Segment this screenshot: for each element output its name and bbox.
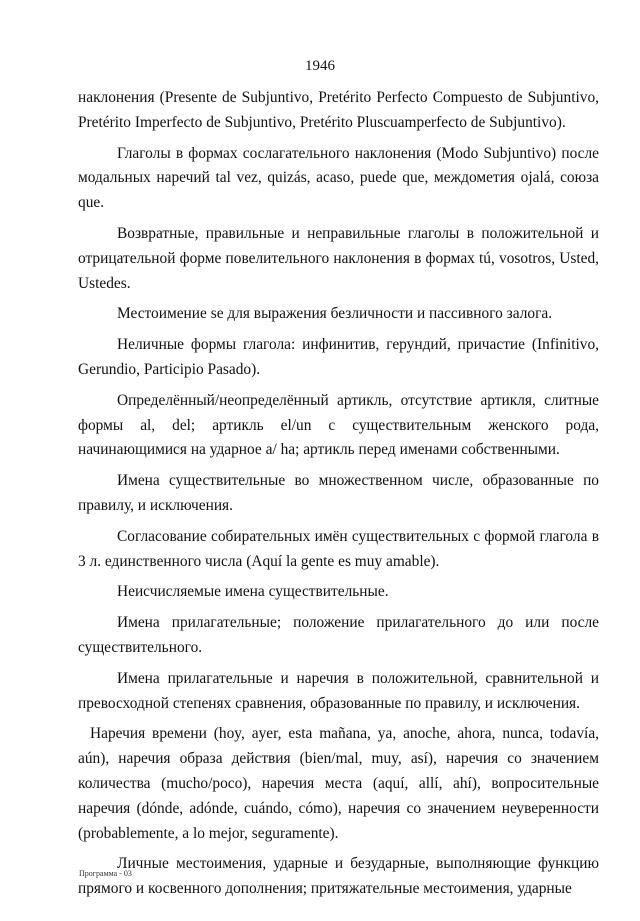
paragraph-plural-nouns: Имена существительные во множественном числе, образованные по правилу, и исключения. <box>78 472 599 514</box>
paragraph-collective-nouns: Согласование собирательных имён существительных с формой глагола в 3 л. единственного числа (Aquí la gente es muy amable). <box>78 527 599 570</box>
paragraph-adverbs: Наречия времени (hoy, ayer, esta mañana, ya, anoche, ahora, nunca, todavía, aún), наречия образа действия (bien/mal, muy, así), наречия со значением количества (mucho/poco), наречия места (aquí, allí, ahí), вопросительные наречия (dónde, adónde, cuándo, cómo), наречия со значением неуверенности (probablemente, a lo mejor, seguramente). <box>78 725 599 842</box>
paragraph-se-pronoun: Местоимение se для выражения безличности и пассивного залога. <box>117 305 553 323</box>
paragraph-nonfinite-forms: Неличные формы глагола: инфинитив, герундий, причастие (Infinitivo, Gerundio, Participio Pasado). <box>78 336 599 378</box>
document-body <box>78 86 599 908</box>
paragraph-adjective-position: Имена прилагательные; положение прилагательного до или после существительного. <box>78 614 599 656</box>
paragraph-comparison-degrees: Имена прилагательные и наречия в положительной, сравнительной и превосходной степенях сравнения, образованные по правилу, и исключения. <box>78 669 599 712</box>
paragraph-imperative: Возвратные, правильные и неправильные глаголы в положительной и отрицательной форме повелительного наклонения в формах tú, vosotros, Usted, Ustedes. <box>78 224 599 292</box>
paragraph-uncountable-nouns: Неисчисляемые имена существительные. <box>117 583 389 601</box>
paragraph-continuation: наклонения (Presente de Subjuntivo, Pretérito Perfecto Compuesto de Subjuntivo, Pretérito Imperfecto de Subjuntivo, Pretérito Pluscuamperfecto de Subjuntivo). <box>78 89 599 131</box>
page-number: 1946 <box>305 58 335 74</box>
footer-label: Программа - 03 <box>79 869 132 878</box>
paragraph-articles: Определённый/неопределённый артикль, отсутствие артикля, слитные формы al, del; артикль el/un с существительным женского рода, начинающимися на ударное a/ ha; артикль перед именами собственными. <box>78 391 599 459</box>
paragraph-personal-pronouns: Личные местоимения, ударные и безударные, выполняющие функцию прямого и косвенного дополнения; притяжательные местоимения, ударные <box>78 855 599 898</box>
paragraph-subjunctive-modal: Глаголы в формах сослагательного наклонения (Modo Subjuntivo) после модальных наречий tal vez, quizás, acaso, puede que, междометия ojalá, союза que. <box>78 144 599 212</box>
